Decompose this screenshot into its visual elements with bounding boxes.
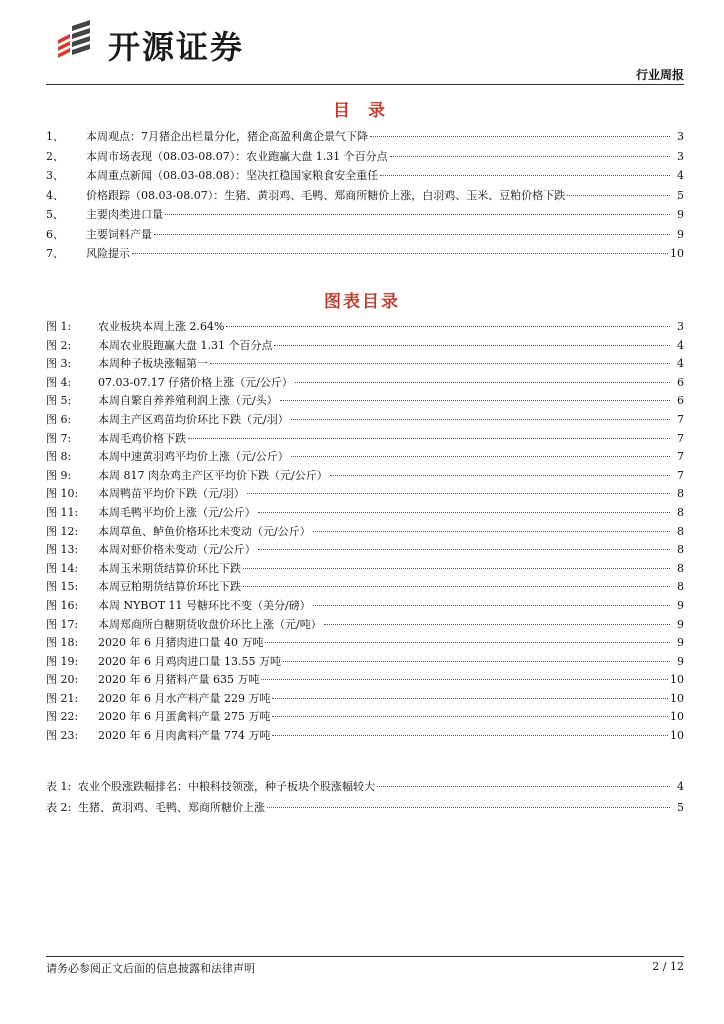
toc-entry[interactable] (46, 147, 684, 167)
toc-entry-page[interactable]: 3 (677, 130, 684, 143)
figure-entry-page[interactable]: 9 (677, 654, 684, 668)
dot-leader (280, 400, 670, 401)
figures-list (46, 318, 684, 746)
figure-entry-page[interactable]: 9 (677, 598, 684, 612)
figure-entry-number: 图 3: (46, 357, 72, 371)
figure-entry[interactable] (46, 355, 684, 374)
figure-entry-number: 图 17: (46, 617, 79, 631)
toc-entry-page[interactable]: 3 (677, 149, 684, 163)
figure-entry-label[interactable]: 2020 年 6 月蛋禽料产量 275 万吨 (98, 710, 271, 724)
dot-leader (377, 786, 670, 787)
toc-entry[interactable] (46, 205, 684, 225)
dot-leader (272, 698, 668, 699)
figure-entry-label[interactable]: 2020 年 6 月水产料产量 229 万吨 (98, 691, 271, 705)
dot-leader (210, 363, 670, 364)
figure-entry-label[interactable]: 本周豆粕期货结算价环比下跌 (98, 580, 241, 594)
figure-entry-number: 图 20: (46, 673, 79, 687)
dot-leader (165, 214, 670, 215)
document-type: 行业周报 (635, 68, 684, 82)
figure-entry[interactable] (46, 634, 684, 653)
toc-entry[interactable] (46, 166, 684, 186)
footer-divider (46, 956, 684, 957)
toc-entry-number: 4、 (46, 188, 64, 202)
figure-entry-label[interactable]: 本周 NYBOT 11 号糖环比不变（美分/磅） (98, 598, 311, 612)
figure-entry[interactable] (46, 374, 684, 393)
dot-leader (267, 807, 670, 808)
table-entry[interactable] (46, 776, 684, 797)
figure-entry-number: 图 13: (46, 543, 79, 557)
figure-entry[interactable] (46, 690, 684, 709)
figure-entry-page[interactable]: 7 (677, 431, 684, 445)
figure-entry-number: 图 2: (46, 338, 72, 352)
table-entry[interactable] (46, 797, 684, 818)
toc-entry-label[interactable]: 价格跟踪（08.03-08.07）：生猪、黄羽鸡、毛鸭、郑商所糖价上涨，白羽鸡、玉米、豆粕价格下跌 (86, 188, 566, 202)
tables-list (46, 776, 684, 818)
figure-entry-number: 图 8: (46, 450, 72, 464)
figure-entry-page[interactable]: 4 (677, 338, 684, 352)
figure-entry-label[interactable]: 本周主产区鸡苗均价环比下跌（元/羽） (98, 412, 289, 426)
figure-entry-number: 图 22: (46, 710, 79, 724)
toc-entry-label[interactable]: 本周观点：7月猪企出栏量分化，猪企高盈利禽企景气下降 (86, 130, 368, 143)
figure-entry-number: 图 11: (46, 505, 79, 519)
figure-entry[interactable] (46, 337, 684, 356)
toc-entry-label[interactable]: 风险提示 (86, 247, 130, 260)
figure-entry-number: 图 19: (46, 654, 79, 668)
dot-leader (265, 642, 670, 643)
dot-leader (247, 493, 670, 494)
toc-entry-label[interactable]: 本周市场表现（08.03-08.07）：农业跑赢大盘 1.31 个百分点 (86, 149, 388, 163)
figure-entry-label[interactable]: 2020 年 6 月肉禽料产量 774 万吨 (98, 729, 271, 743)
dot-leader (243, 586, 670, 587)
figure-entry-label[interactable]: 本周郑商所白糖期货收盘价环比上涨（元/吨） (98, 617, 322, 631)
toc-entry-page[interactable]: 4 (677, 169, 684, 182)
figure-entry-label[interactable]: 2020 年 6 月猪料产量 635 万吨 (98, 673, 260, 687)
figure-entry-number: 图 18: (46, 636, 79, 650)
header-divider (46, 84, 684, 85)
figure-entry-number: 图 14: (46, 561, 79, 575)
dot-leader (272, 735, 668, 736)
dot-leader (291, 456, 670, 457)
figure-entry-label[interactable]: 本周中速黄羽鸡平均价上涨（元/公斤） (98, 450, 289, 464)
dot-leader (324, 624, 670, 625)
figure-entry[interactable] (46, 411, 684, 430)
toc-entry-label[interactable]: 本周重点新闻（08.03-08.08）：坚决扛稳国家粮食安全重任 (86, 169, 379, 182)
figure-entry-page[interactable]: 6 (677, 375, 684, 389)
dot-leader (243, 568, 670, 569)
figure-entry-number: 图 7: (46, 431, 72, 445)
figure-entry[interactable] (46, 708, 684, 727)
figure-entry[interactable] (46, 616, 684, 635)
figure-entry-label[interactable]: 本周玉米期货结算价环比下跌 (98, 561, 241, 575)
dot-leader (272, 716, 668, 717)
toc-entry-number: 6、 (46, 227, 64, 241)
figure-entry-label[interactable]: 本周 817 肉杂鸡主产区平均价下跌（元/公斤） (98, 468, 328, 482)
table-entry-label[interactable]: 生猪、黄羽鸡、毛鸭、郑商所糖价上涨 (78, 801, 265, 814)
figure-entry-page[interactable]: 7 (677, 468, 684, 482)
figure-entry-number: 图 23: (46, 729, 79, 743)
table-entry-page[interactable]: 5 (677, 801, 684, 814)
figure-entry-number: 图 10: (46, 487, 79, 501)
dot-leader (261, 679, 668, 680)
figure-entry-label[interactable]: 2020 年 6 月鸡肉进口量 13.55 万吨 (98, 654, 281, 668)
figure-entry-page[interactable]: 6 (677, 394, 684, 408)
figure-entry-label[interactable]: 本周鸭苗平均价下跌（元/羽） (98, 487, 245, 501)
figure-entry-page[interactable]: 10 (670, 729, 684, 743)
figure-entry-label[interactable]: 2020 年 6 月猪肉进口量 40 万吨 (98, 636, 264, 650)
dot-leader (283, 661, 670, 662)
toc-entry-page[interactable]: 9 (677, 227, 684, 241)
figure-entry-number: 图 5: (46, 394, 72, 408)
figure-entry-number: 图 9: (46, 468, 72, 482)
figure-entry-page[interactable]: 8 (677, 505, 684, 519)
toc-entry-number: 2、 (46, 149, 64, 163)
table-entry-number: 表 1: (46, 780, 72, 793)
dot-leader (188, 438, 670, 439)
figure-entry-page[interactable]: 4 (677, 357, 684, 371)
table-entry-page[interactable]: 4 (677, 780, 684, 793)
dot-leader (258, 549, 670, 550)
toc-entry[interactable] (46, 127, 684, 147)
toc-entry-page[interactable]: 10 (670, 247, 684, 260)
figure-entry[interactable] (46, 578, 684, 597)
dot-leader (313, 605, 670, 606)
figure-entry[interactable] (46, 485, 684, 504)
footer-disclaimer: 请务必参阅正文后面的信息披露和法律声明 (46, 962, 255, 975)
toc-entry-number: 5、 (46, 208, 64, 221)
toc-entry-page[interactable]: 9 (677, 208, 684, 221)
figure-entry-number: 图 15: (46, 580, 79, 594)
figure-entry-number: 图 16: (46, 598, 79, 612)
figure-entry-page[interactable]: 3 (677, 320, 684, 333)
figure-entry[interactable] (46, 392, 684, 411)
dot-leader (370, 136, 670, 137)
table-entry-label[interactable]: 农业个股涨跌幅排名：中粮科技领涨，种子板块个股涨幅较大 (78, 780, 375, 793)
dot-leader (295, 382, 670, 383)
toc-entry-label[interactable]: 主要肉类进口量 (86, 208, 163, 221)
dot-leader (258, 512, 670, 513)
toc-entry[interactable] (46, 225, 684, 245)
figure-entry-label[interactable]: 本周种子板块涨幅第一 (98, 357, 208, 371)
figure-entry[interactable] (46, 597, 684, 616)
figure-entry[interactable] (46, 541, 684, 560)
toc-entry-label[interactable]: 主要饲料产量 (86, 227, 152, 241)
table-entry-number: 表 2: (46, 801, 72, 814)
figure-entry[interactable] (46, 653, 684, 672)
figures-toc-title: 图表目录 (324, 292, 400, 312)
figure-entry[interactable] (46, 504, 684, 523)
figure-entry-label[interactable]: 本周农业股跑赢大盘 1.31 个百分点 (98, 338, 273, 352)
figure-entry-label[interactable]: 本周自繁自养养殖利润上涨（元/头） (98, 394, 278, 408)
toc-entry[interactable] (46, 186, 684, 206)
figure-entry[interactable] (46, 671, 684, 690)
dot-leader (567, 195, 670, 196)
dot-leader (330, 475, 670, 476)
figure-entry-number: 图 21: (46, 691, 79, 705)
figure-entry-number: 图 12: (46, 524, 79, 538)
toc-title: 目 录 (333, 101, 391, 121)
figure-entry-page[interactable]: 10 (670, 710, 684, 724)
figure-entry-page[interactable]: 8 (677, 487, 684, 501)
figure-entry[interactable] (46, 523, 684, 542)
figure-entry[interactable] (46, 448, 684, 467)
figure-entry-label[interactable]: 本周毛鸡价格下跌 (98, 431, 186, 445)
figure-entry-label[interactable]: 本周毛鸭平均价上涨（元/公斤） (98, 505, 256, 519)
figure-entry-page[interactable]: 8 (677, 543, 684, 557)
figure-entry-label[interactable]: 本周草鱼、鲈鱼价格环比未变动（元/公斤） (98, 524, 311, 538)
figure-entry-page[interactable]: 9 (677, 617, 684, 631)
company-name: 开源证券 (108, 28, 245, 66)
figure-entry-number: 图 4: (46, 375, 72, 389)
figure-entry-label[interactable]: 本周对虾价格未变动（元/公斤） (98, 543, 256, 557)
toc-entry-page[interactable]: 5 (677, 188, 684, 202)
toc-entry-number: 7、 (46, 247, 64, 260)
dot-leader (226, 326, 670, 327)
figure-entry-page[interactable]: 8 (677, 524, 684, 538)
figure-entry-label[interactable]: 07.03-07.17 仔猪价格上涨（元/公斤） (98, 375, 293, 389)
toc-entry[interactable] (46, 244, 684, 264)
figure-entry[interactable] (46, 467, 684, 486)
figure-entry-page[interactable]: 9 (677, 636, 684, 650)
figure-entry-page[interactable]: 8 (677, 580, 684, 594)
table-of-contents (46, 127, 684, 264)
page-header (46, 16, 684, 84)
dot-leader (274, 345, 670, 346)
figure-entry-label[interactable]: 农业板块本周上涨 2.64% (98, 320, 225, 333)
figure-entry-number: 图 1: (46, 320, 72, 333)
figure-entry-number: 图 6: (46, 412, 72, 426)
toc-entry-number: 1、 (46, 130, 64, 143)
toc-entry-number: 3、 (46, 169, 64, 182)
dot-leader (154, 234, 670, 235)
dot-leader (132, 253, 668, 254)
figure-entry-page[interactable]: 7 (677, 450, 684, 464)
figure-entry[interactable] (46, 727, 684, 746)
figure-entry[interactable] (46, 560, 684, 579)
dot-leader (390, 156, 670, 157)
figure-entry[interactable] (46, 318, 684, 337)
figure-entry-page[interactable]: 7 (677, 412, 684, 426)
dot-leader (313, 531, 670, 532)
figure-entry-page[interactable]: 10 (670, 691, 684, 705)
figure-entry[interactable] (46, 430, 684, 449)
figure-entry-page[interactable]: 8 (677, 561, 684, 575)
dot-leader (380, 175, 670, 176)
dot-leader (291, 419, 670, 420)
page-number: 2 / 12 (652, 960, 684, 973)
figure-entry-page[interactable]: 10 (670, 673, 684, 687)
kaiyuan-logo-icon (54, 20, 94, 62)
